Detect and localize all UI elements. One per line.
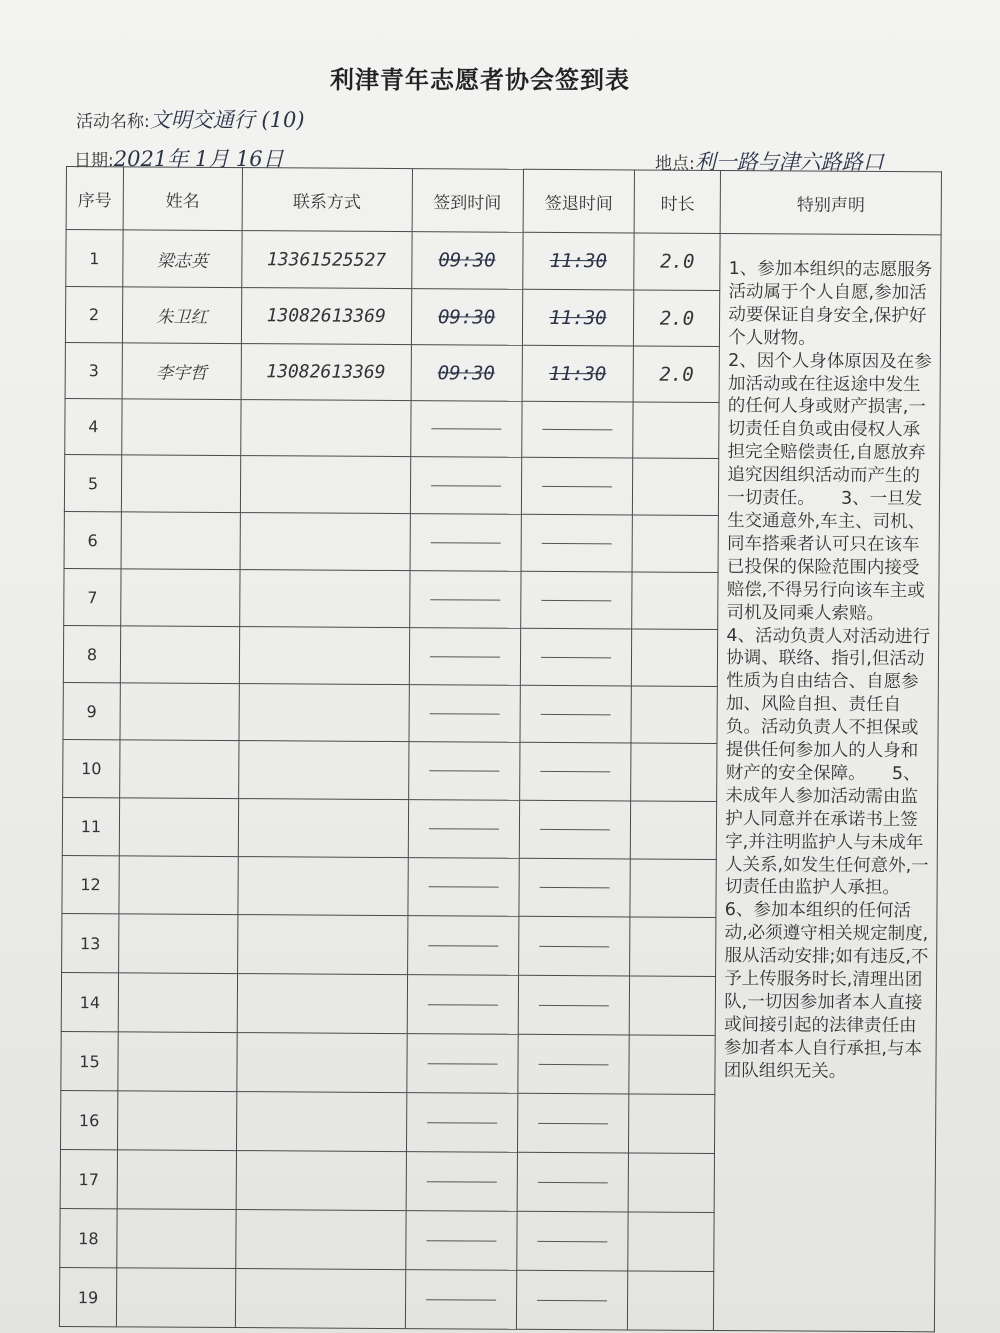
- row-no: 15: [61, 1031, 118, 1090]
- row-phone: [235, 1210, 405, 1270]
- row-no: 1: [66, 230, 123, 287]
- blank-line: [430, 599, 500, 600]
- row-sign-out: [517, 1152, 629, 1212]
- blank-line: [427, 1063, 497, 1064]
- row-sign-out: [517, 1093, 629, 1153]
- row-sign-out: [522, 345, 634, 402]
- sign-in-time: 09:30: [437, 361, 495, 385]
- row-sign-out: [516, 1270, 628, 1330]
- row-sign-in: [405, 1211, 516, 1271]
- header-declaration: 特别声明: [720, 170, 941, 234]
- row-duration: [629, 1153, 715, 1213]
- row-phone: [237, 915, 407, 975]
- row-duration: [631, 743, 717, 802]
- declaration-paragraph: 2、因个人身体原因及在参加活动或在往返途中发生的任何人身或财产损害,一切责任自负或由侵权人承担完全赔偿责任,自愿放弃追究因组织活动而产生的一切责任。 3、一旦发生交通意外,车主、司机、同车搭乘者认可只在该车已投保的保险范围内接受赔偿,不得另行向该车主或司机及同乘人索赔。: [726, 350, 932, 624]
- declaration-paragraph: 4、活动负责人对活动进行协调、联络、指引,但活动性质为自由结合、自愿参加、风险自担、责任自负。活动负责人不担保或提供任何参加人的人身和财产的安全保障。 5、未成年人参加活动需由监护人同意并在承诺书上签字,并注明监护人与未成年人关系,如发生任何意外,一切责任由监护人承担。: [724, 625, 931, 899]
- row-duration: [628, 1212, 714, 1272]
- row-phone: [240, 513, 410, 571]
- row-sign-out: [522, 232, 634, 290]
- row-sign-out: [519, 685, 631, 743]
- row-name: [120, 683, 239, 741]
- location-value: 利一路与津六路路口: [694, 150, 884, 174]
- blank-line: [542, 542, 612, 543]
- row-phone: [237, 974, 407, 1034]
- row-duration: [633, 402, 719, 459]
- row-no: 10: [63, 739, 120, 797]
- row-sign-out: [521, 514, 633, 572]
- row-sign-in: [409, 571, 520, 629]
- table-row: [66, 230, 941, 292]
- row-phone: [240, 400, 410, 457]
- row-no: 13: [62, 913, 119, 972]
- row-name: [117, 1209, 236, 1269]
- row-phone: 13082613369: [241, 288, 411, 345]
- blank-line: [429, 770, 499, 771]
- blank-line: [541, 656, 611, 657]
- row-no: 5: [64, 454, 121, 511]
- row-name: [119, 798, 238, 857]
- blank-line: [428, 945, 498, 946]
- row-name: 梁志英: [123, 230, 242, 288]
- row-phone: [237, 1033, 407, 1093]
- row-phone: [235, 1269, 405, 1329]
- row-duration: [629, 1094, 715, 1154]
- sheet-title: 利津青年志愿者协会签到表: [330, 66, 630, 94]
- declaration-paragraph: 1、参加本组织的志愿服务活动属于个人自愿,参加活动要保证自身安全,保护好个人财物。: [728, 259, 933, 349]
- row-sign-in: [408, 742, 519, 801]
- row-sign-out: [521, 401, 633, 458]
- row-duration: [630, 917, 716, 977]
- row-name: [121, 512, 240, 570]
- row-name: [120, 626, 239, 684]
- blank-line: [427, 1122, 497, 1123]
- sign-in-time: 09:30: [437, 305, 496, 329]
- header-duration: 时长: [635, 170, 721, 234]
- location-label: 地点:: [655, 154, 695, 174]
- blank-line: [542, 429, 612, 430]
- blank-line: [537, 1299, 607, 1300]
- row-name: [120, 740, 239, 799]
- row-duration: 2.0: [634, 233, 720, 291]
- row-no: 19: [59, 1267, 116, 1326]
- row-duration: [631, 801, 717, 860]
- row-phone: [240, 456, 410, 514]
- row-duration: [629, 1035, 715, 1095]
- blank-line: [539, 1004, 609, 1005]
- row-sign-out: [520, 628, 632, 686]
- row-phone: [239, 684, 409, 742]
- row-duration: [632, 572, 718, 630]
- row-sign-in: [408, 800, 519, 859]
- row-sign-out: [518, 916, 630, 976]
- blank-line: [542, 485, 612, 486]
- row-duration: [630, 976, 716, 1036]
- row-phone: [236, 1092, 406, 1152]
- row-duration: [630, 859, 716, 918]
- blank-line: [537, 1240, 607, 1241]
- row-sign-in: [411, 289, 522, 346]
- row-name: [121, 569, 240, 627]
- declaration-paragraph: 6、参加本组织的任何活动,必须遵守相关规定制度,服从活动安排;如有违反,不予上传服务时长,清理出团队,一切因参加者本人直接或间接引起的法律责任由参加者本人自行承担,与本团队组织无关。: [723, 900, 929, 1082]
- blank-line: [430, 542, 500, 543]
- sign-in-time: 09:30: [438, 249, 496, 272]
- blank-line: [429, 828, 499, 829]
- row-sign-out: [519, 800, 631, 859]
- row-no: 6: [64, 511, 121, 568]
- blank-line: [538, 1063, 608, 1064]
- header-name: 姓名: [123, 167, 242, 231]
- row-no: 9: [63, 682, 120, 739]
- row-sign-in: [410, 401, 521, 458]
- row-no: 7: [64, 568, 121, 625]
- row-no: 12: [62, 855, 119, 913]
- header-no: 序号: [66, 167, 123, 230]
- blank-line: [540, 887, 610, 888]
- row-sign-in: [406, 1034, 517, 1094]
- row-no: 16: [60, 1090, 117, 1149]
- row-sign-in: [407, 916, 518, 976]
- row-phone: [238, 857, 408, 916]
- row-sign-in: [407, 975, 518, 1035]
- row-phone: [238, 799, 408, 858]
- blank-line: [539, 945, 609, 946]
- row-name: [118, 1032, 237, 1092]
- row-phone: [239, 627, 409, 685]
- header-sign-out: 签退时间: [523, 169, 635, 233]
- row-no: 18: [60, 1208, 117, 1267]
- row-name: 朱卫红: [122, 287, 241, 344]
- row-name: [121, 455, 240, 513]
- row-phone: [239, 570, 409, 628]
- activity-field: [76, 104, 305, 134]
- row-no: 11: [62, 797, 119, 855]
- header-row: [66, 167, 941, 235]
- sign-out-time: 11:30: [549, 249, 608, 273]
- blank-line: [540, 771, 610, 772]
- blank-line: [431, 428, 501, 429]
- blank-line: [540, 829, 610, 830]
- row-name: [122, 399, 241, 456]
- blank-line: [430, 656, 500, 657]
- header-sign-in: 签到时间: [412, 169, 523, 233]
- row-name: [117, 1150, 236, 1210]
- blank-line: [428, 886, 498, 887]
- blank-line: [426, 1181, 496, 1182]
- sign-out-time: 11:30: [549, 306, 607, 329]
- row-sign-in: [411, 345, 522, 402]
- declaration-text: [714, 233, 941, 1331]
- row-no: 8: [63, 625, 120, 682]
- row-no: 2: [65, 287, 122, 343]
- row-name: [119, 856, 238, 915]
- row-phone: [238, 741, 408, 800]
- row-name: 李宇哲: [122, 343, 241, 400]
- row-sign-out: [520, 571, 632, 629]
- row-duration: 2.0: [633, 346, 719, 403]
- row-sign-in: [410, 457, 521, 515]
- row-sign-in: [408, 858, 519, 917]
- sign-out-time: 11:30: [549, 362, 607, 385]
- row-duration: [628, 1271, 714, 1331]
- row-sign-out: [516, 1211, 628, 1271]
- row-duration: [632, 515, 718, 573]
- activity-value: 文明交通行 (10): [149, 108, 305, 132]
- row-sign-out: [518, 975, 630, 1035]
- row-sign-in: [406, 1152, 517, 1212]
- row-sign-in: [410, 514, 521, 572]
- row-sign-in: [405, 1270, 516, 1330]
- row-name: [116, 1268, 235, 1328]
- row-sign-out: [519, 742, 631, 801]
- row-sign-in: [409, 628, 520, 686]
- blank-line: [538, 1181, 608, 1182]
- blank-line: [426, 1240, 496, 1241]
- blank-line: [541, 713, 611, 714]
- blank-line: [427, 1004, 497, 1005]
- blank-line: [426, 1299, 496, 1300]
- row-no: 4: [65, 398, 122, 454]
- row-phone: 13361525527: [241, 231, 411, 289]
- row-no: 17: [60, 1149, 117, 1208]
- row-no: 3: [65, 342, 122, 398]
- row-sign-out: [522, 289, 634, 346]
- attendance-table: [59, 166, 942, 1332]
- row-name: [118, 973, 237, 1033]
- row-sign-in: [406, 1093, 517, 1153]
- date-label: 日期:: [74, 151, 114, 171]
- blank-line: [541, 599, 611, 600]
- row-no: 14: [61, 972, 118, 1031]
- row-duration: 2.0: [634, 290, 720, 347]
- date-value: 2021年 1月 16日: [113, 147, 284, 171]
- blank-line: [538, 1122, 608, 1123]
- row-name: [118, 914, 237, 974]
- row-sign-out: [517, 1034, 629, 1094]
- row-duration: [632, 629, 718, 687]
- row-duration: [631, 686, 717, 744]
- header-contact: 联系方式: [242, 168, 412, 232]
- row-name: [117, 1091, 236, 1151]
- row-sign-out: [518, 858, 630, 917]
- row-duration: [633, 458, 719, 516]
- row-phone: 13082613369: [241, 344, 411, 401]
- blank-line: [429, 713, 499, 714]
- row-sign-out: [521, 457, 633, 515]
- blank-line: [431, 485, 501, 486]
- activity-label: 活动名称:: [76, 112, 150, 132]
- row-sign-in: [411, 232, 522, 290]
- row-phone: [236, 1151, 406, 1211]
- row-sign-in: [409, 685, 520, 743]
